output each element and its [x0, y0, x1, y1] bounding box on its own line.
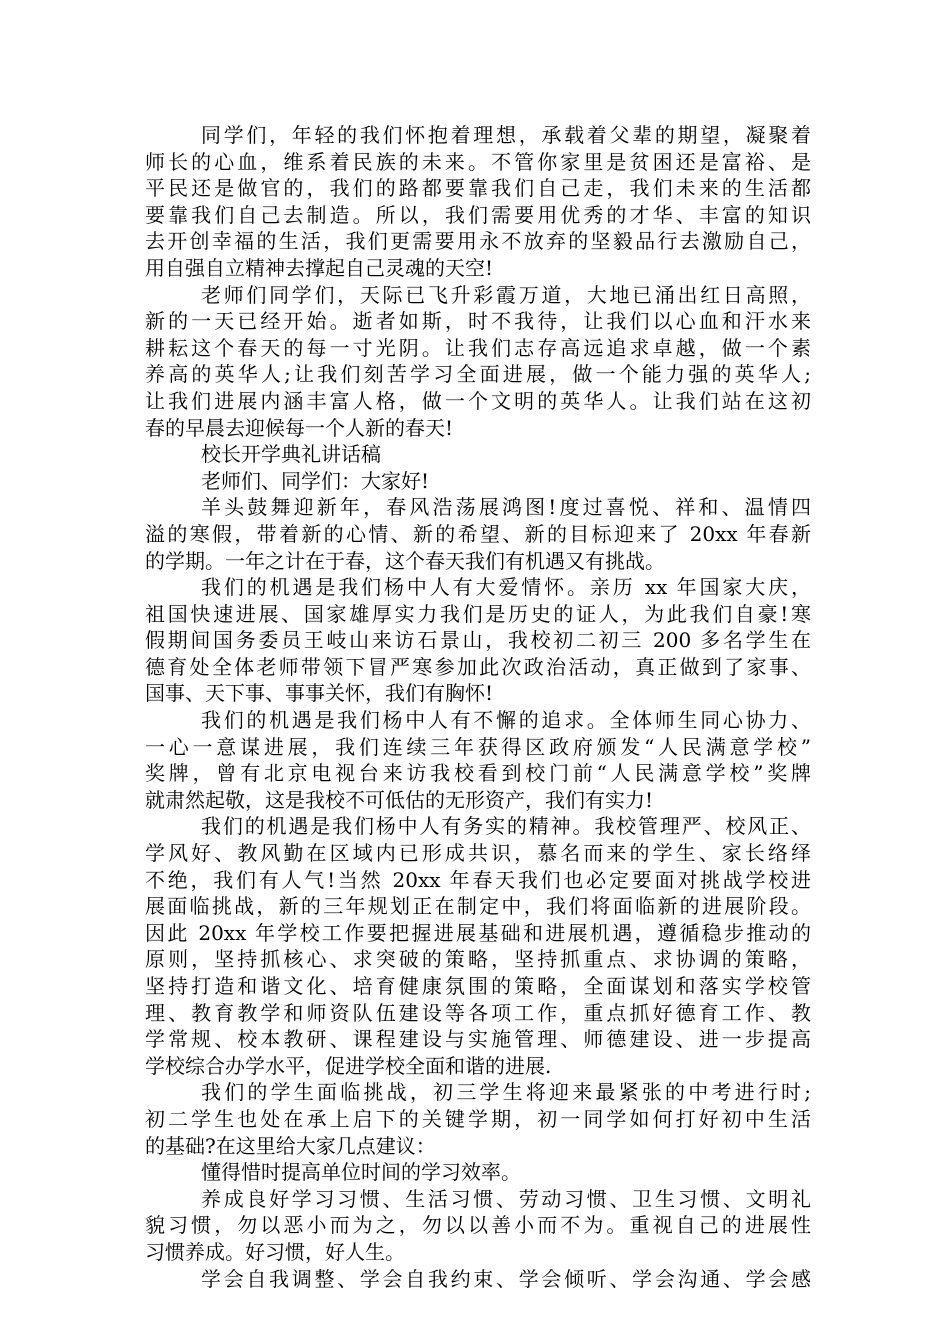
text-line: 坚持打造和谐文化、培育健康氛围的策略，全面谋划和落实学校管: [145, 974, 811, 998]
text-line: 新的一天已经开始。逝者如斯，时不我待，让我们以心血和汗水来: [145, 309, 811, 334]
text-line: 老师们、同学们：大家好!: [201, 468, 430, 493]
text-line: 祖国快速进展、国家雄厚实力我们是历史的证人，为此我们自豪!寒: [145, 601, 811, 626]
text-line: 耕耘这个春天的每一寸光阴。让我们志存高远追求卓越，做一个素: [145, 335, 811, 360]
text-line: 奖牌，曾有北京电视台来访我校看到校门前“人民满意学校”奖牌: [145, 761, 811, 786]
text-line: 让我们进展内涵丰富人格，做一个文明的英华人。让我们站在这初: [145, 388, 811, 413]
document-page: [145, 122, 811, 1292]
text-line: 我们的机遇是我们杨中人有大爱情怀。亲历 xx 年国家大庆，: [201, 575, 811, 600]
text-line: 不绝，我们有人气!当然 20xx 年春天我们也必定要面对挑战学校进: [145, 867, 811, 892]
text-line: 学风好、教风勤在区域内已形成共识，慕名而来的学生、家长络绎: [145, 841, 811, 866]
text-line: 假期间国务委员王岐山来访石景山，我校初二初三 200 多名学生在: [145, 628, 811, 653]
text-line: 貌习惯，勿以恶小而为之，勿以以善小而不为。重视自己的进展性: [145, 1213, 811, 1238]
text-line: 国事、天下事、事事关怀，我们有胸怀!: [145, 681, 494, 706]
text-line: 学会自我调整、学会自我约束、学会倾听、学会沟通、学会感: [201, 1266, 811, 1291]
text-line: 我们的机遇是我们杨中人有不懈的追求。全体师生同心协力、: [201, 708, 811, 733]
text-line: 老师们同学们，天际已飞升彩霞万道，大地已涌出红日高照，: [201, 282, 811, 307]
text-line: 初二学生也处在承上启下的关键学期，初一同学如何打好初中生活: [145, 1106, 811, 1131]
text-line: 的学期。一年之计在于春，这个春天我们有机遇又有挑战。: [145, 548, 665, 573]
text-line: 理、教育教学和师资队伍建设等各项工作，重点抓好德育工作、教: [145, 1000, 811, 1025]
text-line: 的基础?在这里给大家几点建议：: [145, 1133, 436, 1158]
text-line: 要靠我们自己去制造。所以，我们需要用优秀的才华、丰富的知识: [145, 202, 811, 227]
text-line: 就肃然起敬，这是我校不可低估的无形资产，我们有实力!: [145, 787, 654, 812]
text-line: 因此 20xx 年学校工作要把握进展基础和进展机遇，遵循稳步推动的: [145, 920, 811, 945]
text-line: 懂得惜时提高单位时间的学习效率。: [201, 1160, 521, 1185]
text-line: 原则，坚持抓核心、求突破的策略，坚持抓重点、求协调的策略，: [145, 947, 811, 972]
text-line: 同学们，年轻的我们怀抱着理想，承载着父辈的期望，凝聚着: [201, 123, 811, 147]
text-line: 师长的心血，维系着民族的未来。不管你家里是贫困还是富裕、是: [145, 149, 811, 174]
text-line: 养高的英华人;让我们刻苦学习全面进展，做一个能力强的英华人;: [145, 362, 811, 387]
text-line: 学常规、校本教研、课程建设与实施管理、师德建设、进一步提高: [145, 1027, 811, 1052]
text-line: 春的早晨去迎候每一个人新的春天!: [145, 415, 454, 440]
text-line: 一心一意谋进展，我们连续三年获得区政府颁发“人民满意学校”: [145, 734, 811, 759]
text-line: 平民还是做官的，我们的路都要靠我们自己走，我们未来的生活都: [145, 176, 811, 201]
text-line: 校长开学典礼讲话稿: [201, 442, 381, 467]
text-line: 用自强自立精神去撑起自己灵魂的天空!: [145, 255, 494, 280]
text-line: 去开创幸福的生活，我们更需要用永不放弃的坚毅品行去激励自己，: [145, 229, 811, 254]
text-line: 溢的寒假，带着新的心情、新的希望、新的目标迎来了 20xx 年春新: [145, 521, 811, 546]
text-line: 习惯养成。好习惯，好人生。: [145, 1239, 405, 1264]
text-line: 展面临挑战，新的三年规划正在制定中，我们将面临新的进展阶段。: [145, 894, 811, 919]
text-line: 我们的机遇是我们杨中人有务实的精神。我校管理严、校风正、: [201, 814, 811, 839]
text-line: 羊头鼓舞迎新年，春风浩荡展鸿图!度过喜悦、祥和、温情四: [201, 495, 811, 520]
text-line: 养成良好学习习惯、生活习惯、劳动习惯、卫生习惯、文明礼: [201, 1186, 811, 1211]
text-line: 学校综合办学水平，促进学校全面和谐的进展.: [145, 1053, 552, 1078]
text-line: 我们的学生面临挑战，初三学生将迎来最紧张的中考进行时;: [201, 1080, 811, 1105]
text-line: 德育处全体老师带领下冒严寒参加此次政治活动，真正做到了家事、: [145, 654, 811, 679]
